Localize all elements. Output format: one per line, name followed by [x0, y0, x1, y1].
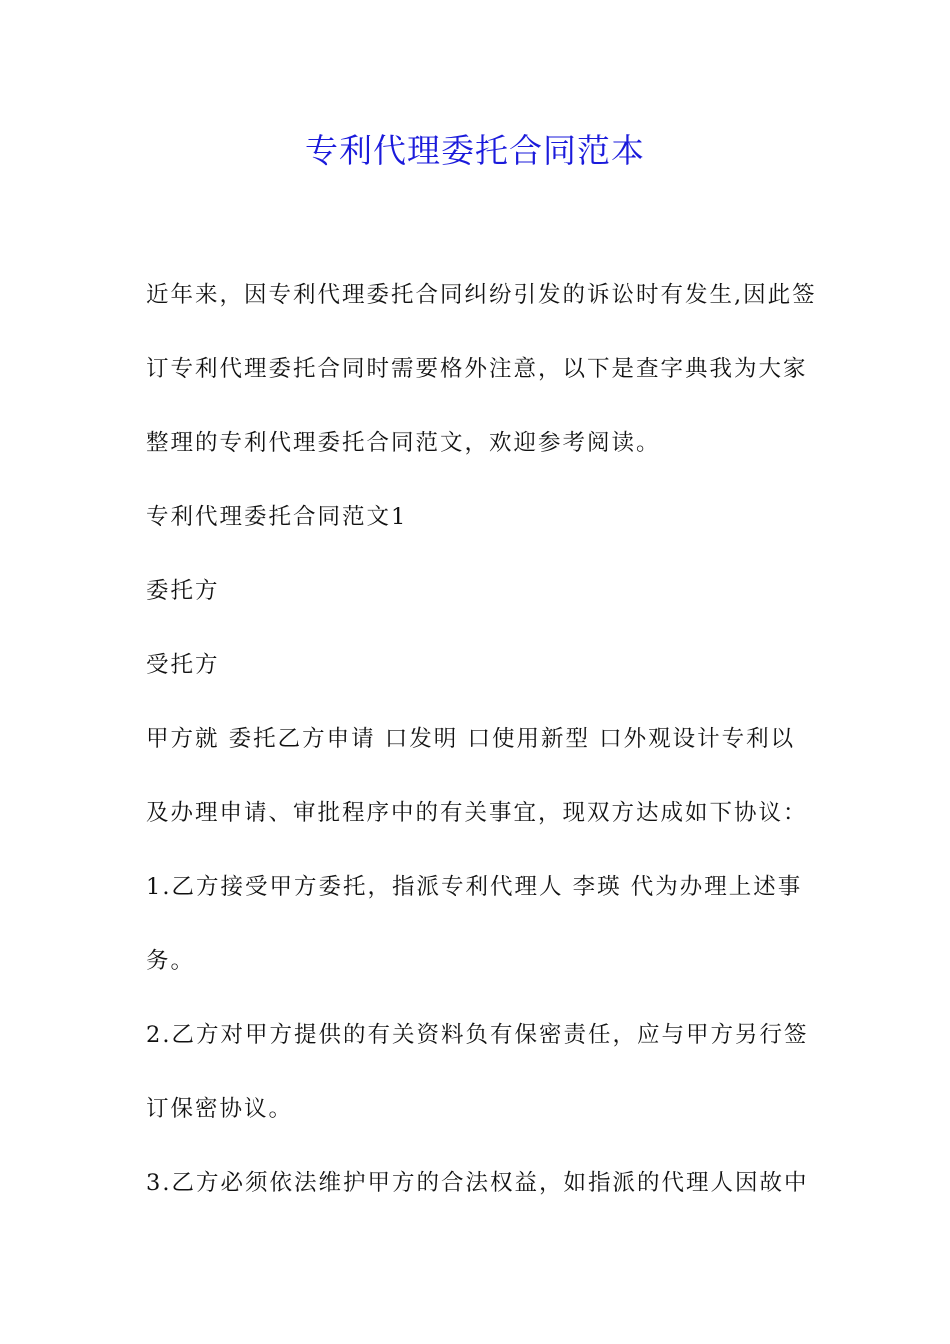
party-agent-label: 受托方	[146, 652, 220, 678]
body-line-intro-3: 整理的专利代理委托合同范文，欢迎参考阅读。	[146, 430, 661, 456]
clause-1-line-2: 务。	[146, 948, 196, 974]
clause-preamble-line-2: 及办理申请、审批程序中的有关事宜，现双方达成如下协议：	[146, 800, 808, 826]
document-title: 专利代理委托合同范本	[305, 131, 645, 170]
clause-preamble-line-1: 甲方就 委托乙方申请 口发明 口使用新型 口外观设计专利以	[146, 726, 796, 752]
section-heading: 专利代理委托合同范文1	[146, 504, 408, 530]
clause-2-line-2: 订保密协议。	[146, 1096, 294, 1122]
document-body	[146, 258, 816, 1220]
clause-2-line-1: 2.乙方对甲方提供的有关资料负有保密责任，应与甲方另行签	[146, 1022, 809, 1048]
party-principal-label: 委托方	[146, 578, 220, 604]
clause-3-line-1: 3.乙方必须依法维护甲方的合法权益，如指派的代理人因故中	[146, 1170, 809, 1196]
body-line-intro-1: 近年来，因专利代理委托合同纠纷引发的诉讼时有发生,因此签	[146, 282, 817, 308]
clause-1-line-1: 1.乙方接受甲方委托，指派专利代理人 李瑛 代为办理上述事	[146, 874, 803, 900]
body-line-intro-2: 订专利代理委托合同时需要格外注意，以下是查字典我为大家	[146, 356, 808, 382]
